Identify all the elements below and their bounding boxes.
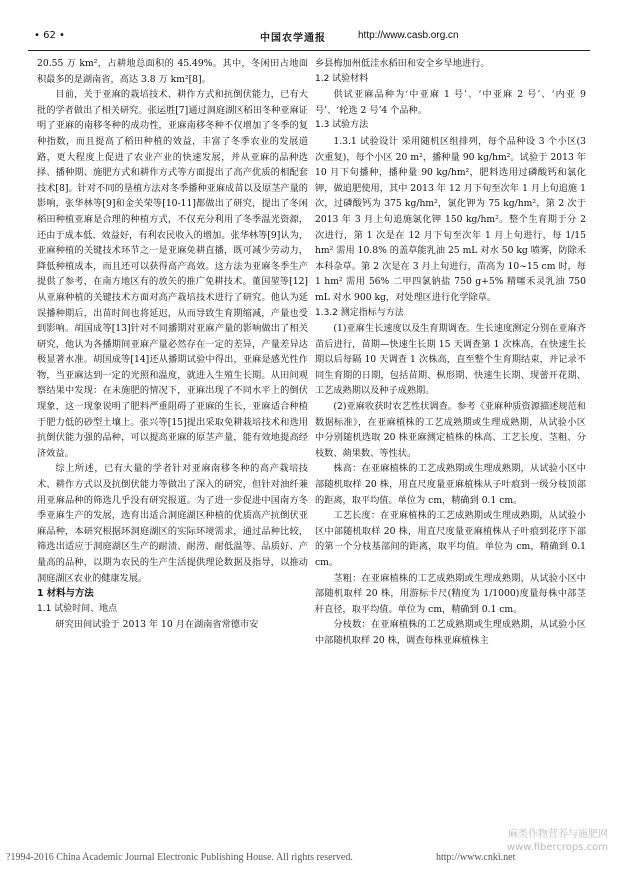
paragraph: 供试亚麻品种为‘中亚麻 1 号’、‘中亚麻 2 号’、‘内亚 9 号’、‘轮选 2 号’4 个品种。 [315, 89, 586, 116]
subsection-heading: 1.1 试验时间、地点 [37, 603, 118, 614]
watermark-line: 麻类作物营养与施肥网 [508, 829, 608, 840]
page-number: • 62 • [34, 30, 65, 41]
paragraph: 分枝数：在亚麻植株的工艺成熟期或生理成熟期，从试验小区中部随机取样 20 株，调查每株亚麻植株主 [315, 619, 586, 646]
journal-url[interactable]: http://www.casb.org.cn [358, 30, 459, 41]
paragraph: 1.3.1 试验设计 采用随机区组排列，每个品种设 3 个小区(3 次重复)，每个小区 20 m²，播种量 90 kg/hm²。试验于 2013 年 10 月下旬播种，播种量 90 kg/hm²，肥料选用过磷酸钙和氯化钾，做追肥使用，其中 2013 年 12 月下旬至次年 1 月上旬追施 1 次，过磷酸钙为 375 kg/hm²，氯化钾为 75 kg/hm²，第 2 次于 2013 年 3 月上旬追施氯化钾 150 kg/hm²。整个生育期于分 2 次进行，第 1 次是在 12 月下旬至次年 1 月上旬进行，每 1/15 hm² 需用 10.8% 的盖草能乳油 25 mL 对水 50 kg 喷雾，防除禾本科杂草。第 2 次是在 3 月上旬进行，苗高为 10~15 cm 时，每 1 hm² 需用 56% 二甲四氯钠盐 750 g+5% 精噻禾灵乳油 750 mL 对水 900 kg，对处理区进行化学除草。 [315, 135, 586, 303]
paragraph: 综上所述，已有大量的学者针对亚麻南移冬种的高产栽培技术、耕作方式以及抗倒伏能力等做出了深入的研究，但针对油纤兼用亚麻品种的筛选几乎没有研究报道。为了进一步促进中国南方冬季亚麻生产的发展，选育出适合洞庭湖区种植的优质高产抗倒伏亚麻品种，本研究根据环洞庭湖区的实际环境需求，通过品种比较，筛选出适应于洞庭湖区生产的耐渍、耐涝、耐低温等、品质好、产量高的品种，以期为农民的生产生活提供理论数据及指导，以推动洞庭湖区农业的健康发展。 [37, 463, 308, 584]
paragraph: 研究田间试验于 2013 年 10 月在湖南省常德市安 [55, 619, 259, 631]
journal-title: 中国农学通报 [260, 33, 326, 44]
paragraph: 株高：在亚麻植株的工艺成熟期或生理成熟期，从试验小区中部随机取样 20 株，用直尺度量亚麻植株从子叶痕到一级分枝顶部的距离，取平均值。单位为 cm，精确到 0.1 cm。 [315, 463, 586, 506]
copyright-text: ?1994-2016 China Academic Journal Electronic Publishing House. All rights reserved. [6, 852, 353, 863]
paragraph: 乡县梅加州低洼水稻田和安全乡旱地进行。 [315, 58, 490, 69]
subsection-heading: 1.3 试验方法 [315, 120, 369, 131]
watermark-line: www.fibercrops.com [506, 842, 608, 853]
page-header [28, 26, 590, 51]
paragraph: 目前，关于亚麻的栽培技术、耕作方式和抗倒伏能力，已有大批的学者做出了相关研究。张运胜[7]通过洞庭湖区稻田冬种亚麻证明了亚麻的南移冬种的成功性，亚麻南移冬种不仅增加了冬季的复种指数，而且提高了稻田种植的效益，丰富了冬季农业的发展道路，更大程度上促进了农业产业的快速发展，并从亚麻的品种选择、播种期、施肥方式和耕作方式等方面提出了高产优质的相配套技术[8]。针对不同的垦植方法对冬季播种亚麻成苗以及原茎产量的影响，张华林等[9]和金关荣等[10-11]都做出了研究，提出了冬闲稻田种植亚麻是合理的种植方式，不仅充分利用了冬季温光资源，还由于成本低、效益好，有利农民收入的增加。张华林等[9]认为，亚麻种植的关键技术环节之一是亚麻免耕直播，既可减少劳动力，降低种植成本，而且还可以获得高产高效。这方法为亚麻冬季生产提供了参考，在南方地区有的放矢的推广免耕技术。董国堃等[12]从亚麻种植的关键技术方面对高产栽培技术进行了研究。他认为延误播种期后，出苗时间也将延迟，从而导致生育期缩减，产量也受到影响。胡国成等[13]针对不同播期对亚麻产量的影响做出了相关研究，他认为各播期间亚麻产量必然存在一定的差异，产量差异达极显著水准。胡国成等[14]还从播期试验中得出，亚麻是感光性作物，当亚麻达到一定的光照和温度，就进入生殖生长期。从田间观察结果中发现：在未施肥的情况下，亚麻出现了不同水平上的倒伏现象，这一现象说明了肥料严重阻碍了亚麻的生长，亚麻适合种植于肥力低的砂型土壤上。张兴等[15]提出采取免耕栽培技术和选用抗倒伏能力强的品种，可以提高亚麻的原茎产量，能有效地提高经济效益。 [37, 89, 308, 459]
watermark [507, 828, 608, 854]
paragraph: 工艺长度：在亚麻植株的工艺成熟期或生理成熟期，从试验小区中部随机取样 20 株，用直尺度量亚麻植株从子叶痕到花序下部的第一个分枝基部间的距离，取平均值。单位为 cm，精确到 0.1 cm。 [315, 510, 586, 568]
paragraph: 茎粗：在亚麻植株的工艺成熟期或生理成熟期，从试验小区中部随机取样 20 株，用游标卡尺(精度为 1/1000)度量每株中部茎秆直径，取平均值。单位为 cm，精确到 0.1 cm。 [315, 572, 586, 615]
cnki-link[interactable]: http://www.cnki.net [436, 852, 516, 863]
section-heading: 1 材料与方法 [37, 588, 94, 600]
right-column [315, 56, 586, 649]
paragraph: (1)亚麻生长速度以及生育期调查。生长速度测定分别在亚麻齐苗后进行，苗期—快速生长期 15 天调查第 1 次株高，在快速生长期以后每隔 10 天调查 1 次株高，直至整个生育期结束，并记录不同生育期的日期，包括苗期、枞形期、快速生长期、现蕾开花期、工艺成熟期以及种子成熟期。 [315, 323, 586, 397]
subsection-heading: 1.2 试验材料 [315, 73, 369, 84]
paragraph: 20.55 万 km²，占耕地总面积的 45.49%。其中，冬闲田占地面积最多的是湖南省，高达 3.8 万 km²[8]。 [37, 58, 308, 85]
left-column [37, 56, 308, 633]
subsection-heading: 1.3.2 测定指标与方法 [315, 307, 404, 318]
paragraph: (2)亚麻收获时农艺性状调查。参考《亚麻种质资源描述规范和数据标准》，在亚麻植株的工艺成熟期或生理成熟期，从试验小区中分别随机选取 20 株亚麻测定植株的株高、工艺长度、茎粗、分枝数、蒴果数、等性状。 [315, 401, 586, 459]
